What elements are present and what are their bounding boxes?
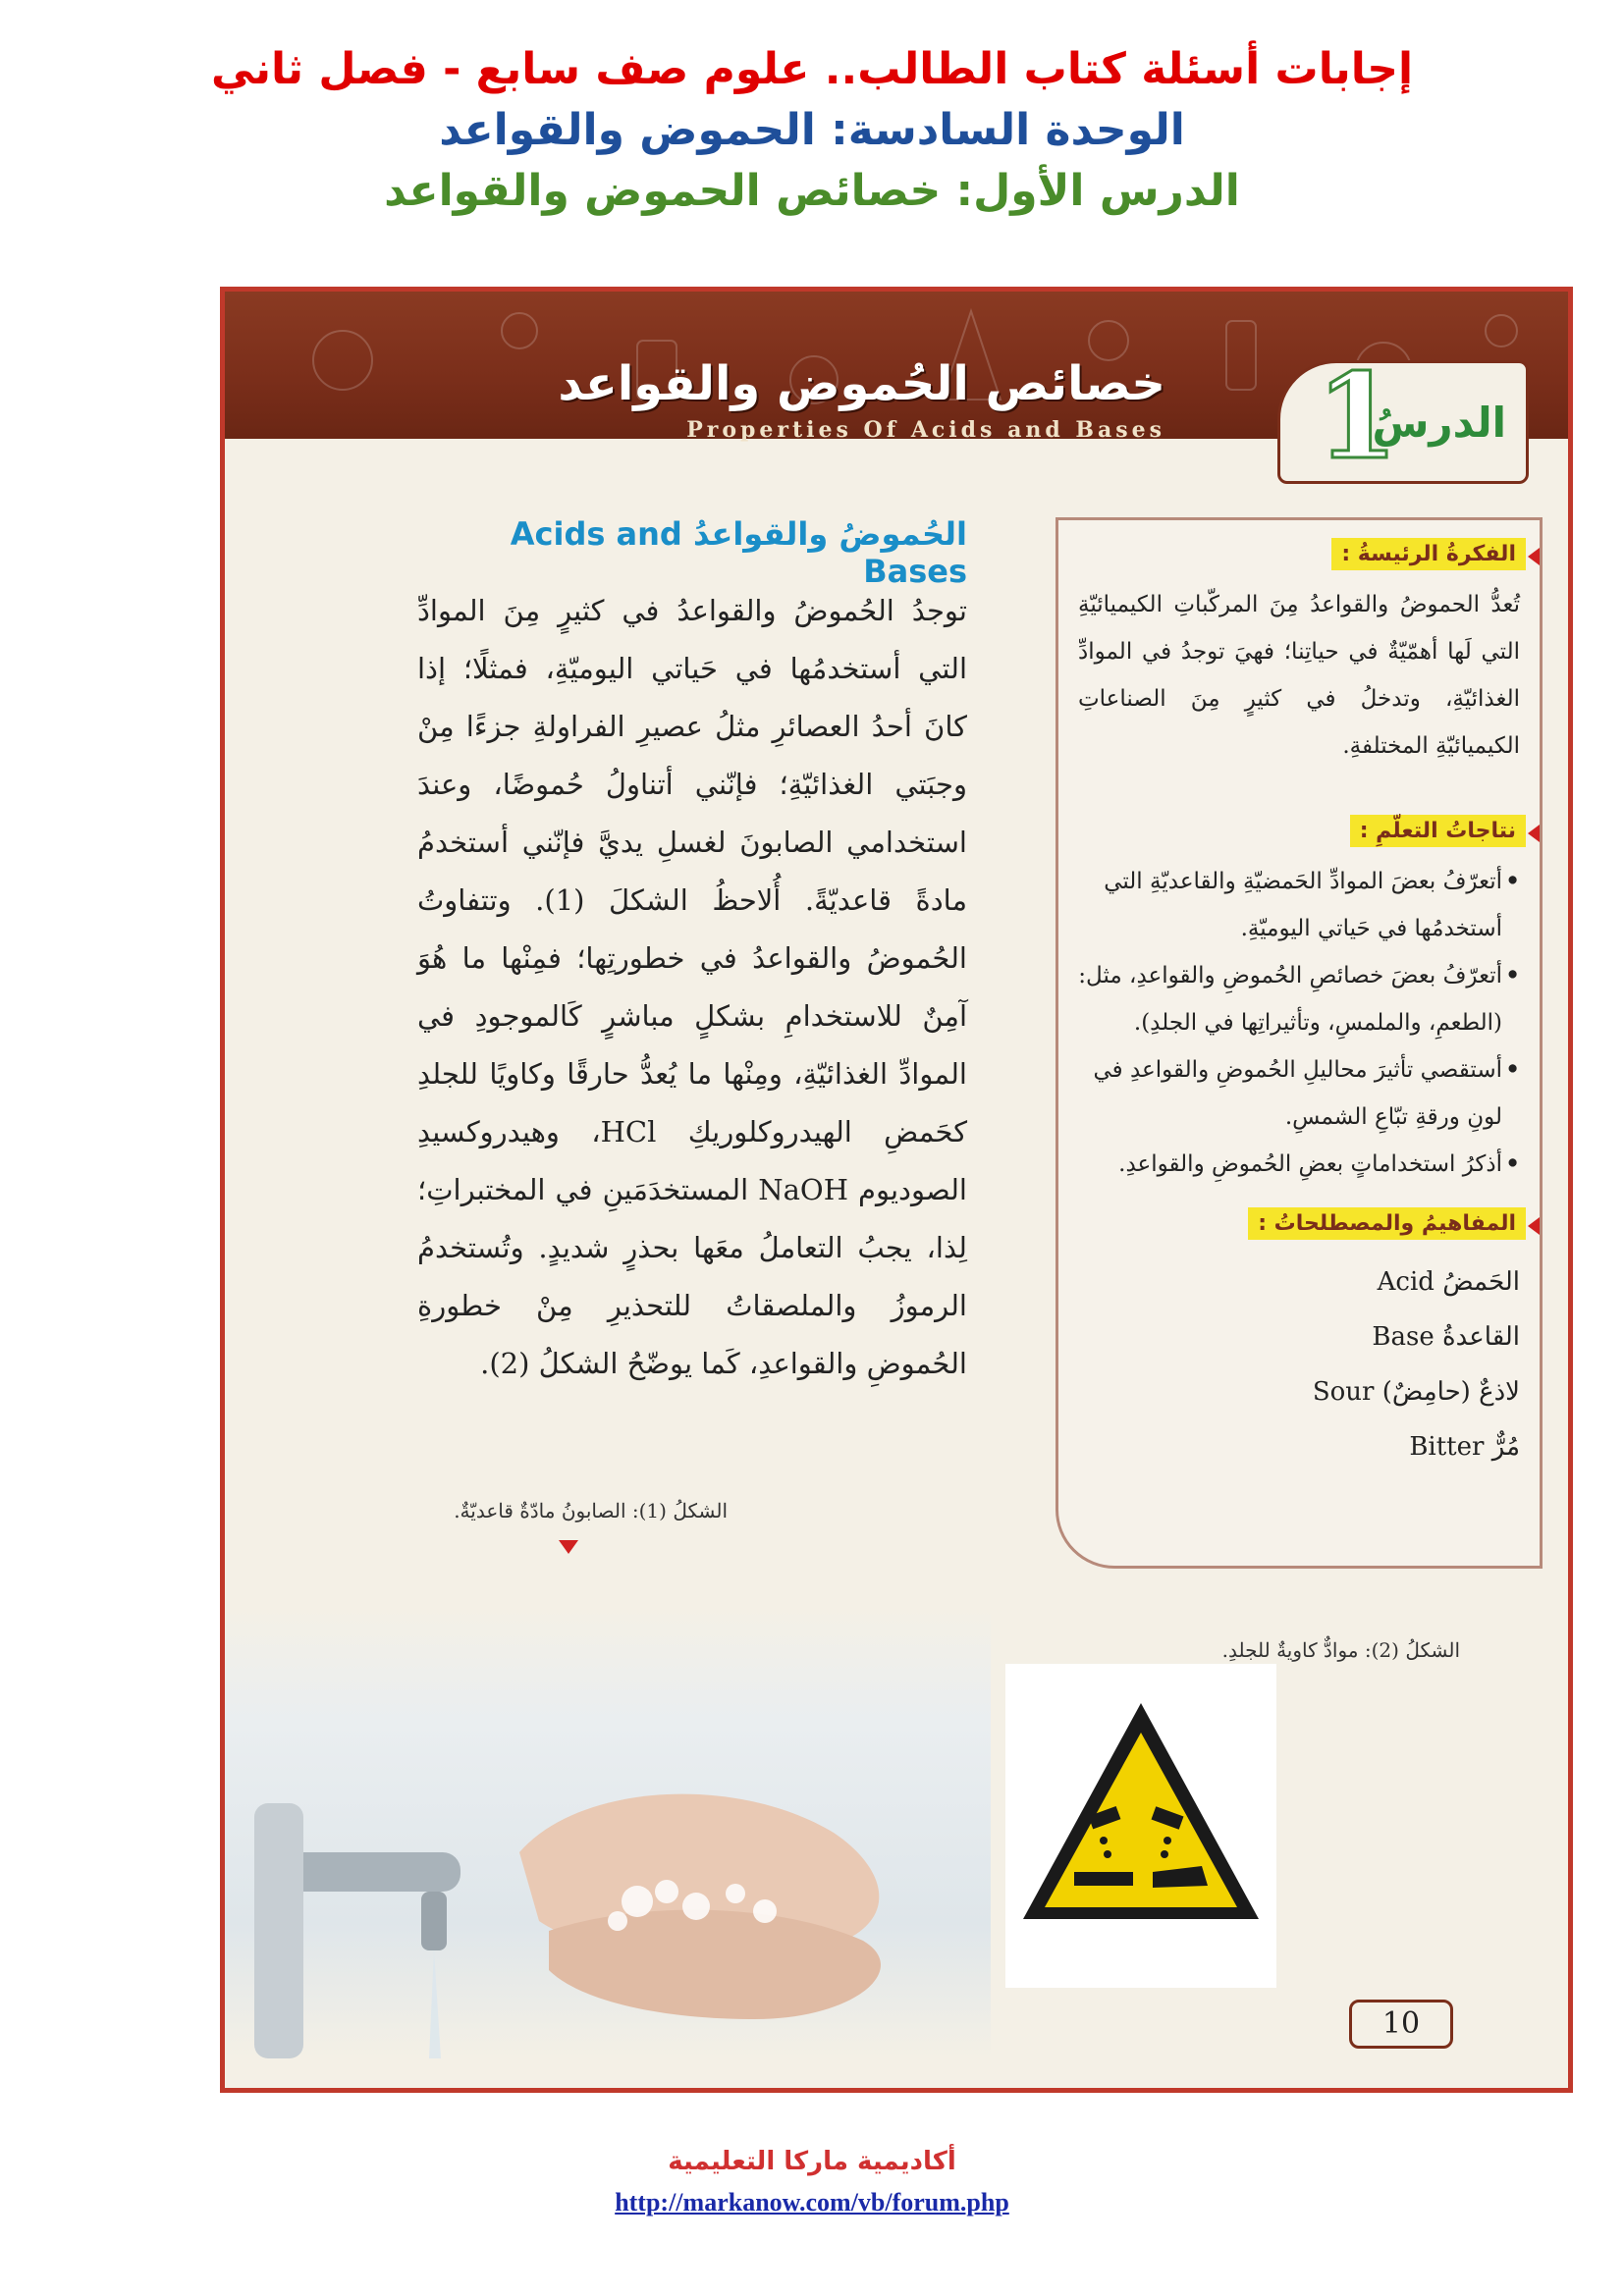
- header-line-2: الوحدة السادسة: الحموض والقواعد: [439, 105, 1185, 155]
- section-body: توجدُ الحُموضُ والقواعدُ في كثيرٍ مِنَ الموادِّ التي أستخدمُها في حَياتي اليوميّةِ، فمثلًا؛ إذا كانَ أحدُ العصائرِ مثلُ عصيرِ الفراولةِ جزءًا مِنْ وجبَتي الغذائيّةِ؛ فإنّني أتناولُ حُموضًا، وعندَ استخدامي الصابونَ لغسلِ يديَّ فإنّني أستخدمُ مادةً قاعديّةً. أُلاحظُ الشكلَ (1). وتتفاوتُ الحُموضُ والقواعدُ في خطورتِها؛ فمِنْها ما هُوَ آمِنٌ للاستخدامِ بشكلٍ مباشرٍ كَالموجودِ في الموادِّ الغذائيّةِ، ومِنْها ما يُعدُّ حارقًا وكاويًا للجلدِ كحَمضِ الهيدروكلوريكِ HCl، وهيدروكسيدِ الصوديوم NaOH المستخدَمَينِ في المختبراتِ؛ لِذا، يجبُ التعاملُ معَها بحذرٍ شديدٍ. وتُستخدمُ الرموزُ والملصقاتُ للتحذيرِ مِنْ خطورةِ الحُموضِ والقواعدِ، كَما يوضّحُ الشكلُ (2).: [417, 594, 968, 1380]
- faucet-nozzle: [421, 1892, 447, 1950]
- textbook-page: [220, 287, 1573, 2093]
- red-pointer-icon: [1528, 548, 1540, 565]
- terms-heading-text: المفاهيمُ والمصطلحاتُ :: [1258, 1211, 1516, 1236]
- term-row: [1078, 1419, 1520, 1474]
- red-arrow-icon: [559, 1540, 578, 1554]
- red-pointer-icon: [1528, 1217, 1540, 1235]
- hand-washing-photo: [225, 1607, 991, 2058]
- main-idea-heading: [1331, 538, 1526, 570]
- list-item: • أتعرّفُ بعضَ خصائصِ الحُموضِ والقواعدِ، مثل: (الطعمِ، والملمسِ، وتأثيراتِها في الجلدِ).: [1078, 952, 1520, 1046]
- outcomes-heading: [1350, 815, 1526, 847]
- outcomes-list: [1078, 858, 1520, 1188]
- term-english: Base: [1372, 1322, 1435, 1352]
- lesson-tab: [1277, 347, 1529, 486]
- figure-1-caption: الشكلُ (1): الصابونُ مادّةٌ قاعديّةٌ.: [454, 1499, 728, 1522]
- water-stream: [429, 1950, 441, 2058]
- list-item: • أذكرُ استخداماتٍ بعضِ الحُموضِ والقواعدِ.: [1078, 1141, 1520, 1188]
- list-item: • أتعرّفُ بعضَ الموادِّ الحَمضيّةِ والقاعديّةِ التي أستخدمُها في حَياتي اليوميّةِ.: [1078, 858, 1520, 952]
- main-idea-text: تُعدُّ الحموضُ والقواعدُ مِنَ المركّباتِ الكيميائيّةِ التي لَها أهمّيّةٌ في حياتِنا؛ فهيَ توجدُ في الموادِّ الغذائيّةِ، وتدخلُ في كثيرٍ مِنَ الصناعاتِ الكيميائيّةِ المختلفةِ.: [1078, 592, 1520, 759]
- term-row: [1078, 1309, 1520, 1364]
- term-arabic: الحَمضُ: [1442, 1267, 1520, 1297]
- corrosive-warning-sign: [1005, 1664, 1276, 1988]
- term-arabic: القاعدةُ: [1441, 1322, 1520, 1352]
- term-english: Bitter: [1409, 1432, 1485, 1462]
- faucet-body: [254, 1803, 303, 2058]
- term-arabic: مُرٌّ: [1491, 1432, 1520, 1462]
- header-line-3: الدرس الأول: خصائص الحموض والقواعد: [384, 166, 1240, 216]
- outcomes-heading-text: نتاجاتُ التعلّمِ :: [1359, 819, 1516, 843]
- lesson-label: الدرسُ: [1372, 399, 1506, 447]
- terms-list: [1078, 1255, 1520, 1474]
- lesson-sidebar: [1056, 517, 1543, 1569]
- footer-organization: أكاديمية ماركا التعليمية: [668, 2147, 956, 2176]
- terms-heading: [1248, 1207, 1526, 1240]
- section-title: الحُموضُ والقواعدُ Acids and Bases: [510, 515, 967, 590]
- document-footer: [0, 2140, 1624, 2222]
- header-line-1: إجابات أسئلة كتاب الطالب.. علوم صف سابع - فصل ثاني: [210, 44, 1414, 94]
- hand-washing-illustration: [225, 1607, 991, 2058]
- term-arabic: لاذعٌ (حامِضٌ): [1381, 1377, 1520, 1407]
- list-item: • أستقصي تأثيرَ محاليلِ الحُموضِ والقواعدِ في لونِ ورقةِ تبّاعِ الشمسِ.: [1078, 1046, 1520, 1141]
- footer-link[interactable]: http://markanow.com/vb/forum.php: [615, 2188, 1009, 2216]
- red-pointer-icon: [1528, 825, 1540, 842]
- document-header: [0, 39, 1624, 222]
- term-english: Sour: [1312, 1377, 1375, 1407]
- lesson-title-arabic: خصائص الحُموض والقواعد: [558, 356, 1165, 411]
- main-idea-heading-text: الفكرةُ الرئيسةُ :: [1341, 542, 1516, 566]
- lesson-title-english: Properties Of Acids and Bases: [686, 417, 1165, 443]
- term-row: [1078, 1255, 1520, 1309]
- lesson-number: 1: [1316, 347, 1398, 486]
- term-english: Acid: [1377, 1267, 1435, 1297]
- page-number: 10: [1349, 2000, 1453, 2049]
- term-row: [1078, 1364, 1520, 1419]
- corrosive-hazard-icon: [1005, 1664, 1276, 1988]
- figure-2-caption: الشكلُ (2): موادٌّ كاويةٌ للجلدِ.: [1221, 1638, 1460, 1662]
